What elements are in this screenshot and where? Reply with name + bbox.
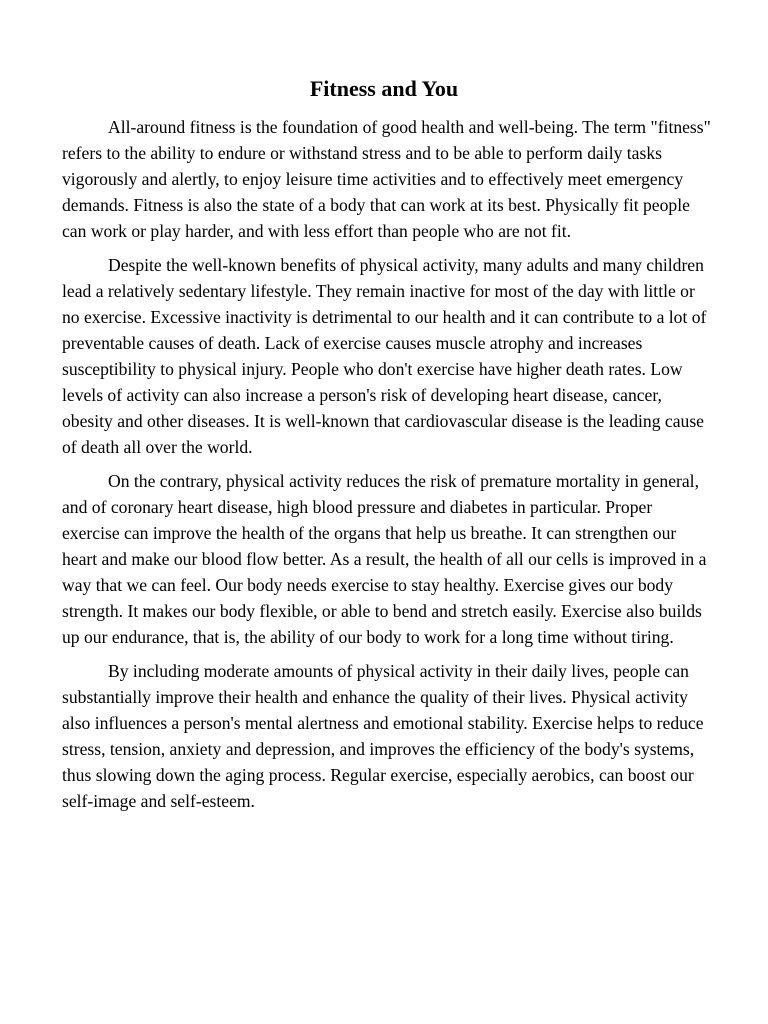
paragraph-2: Despite the well-known benefits of physical activity, many adults and many children lead a relatively sedentary lifestyle. They remain inactive for most of the day with little or no exercise. Excessive inactivity is detrimental to our health and it can contribute to a lot of preventable causes of death. Lack of exercise causes muscle atrophy and increases susceptibility to physical injury. People who don't exercise have higher death rates. Low levels of activity can also increase a person's risk of developing heart disease, cancer, obesity and other diseases. It is well-known that cardiovascular disease is the leading cause of death all over the world. [62,255,707,457]
paragraph-3: On the contrary, physical activity reduces the risk of premature mortality in general, and of coronary heart disease, high blood pressure and diabetes in particular. Proper exercise can improve the health of the organs that help us breathe. It can strengthen our heart and make our blood flow better. As a result, the health of all our cells is improved in a way that we can feel. Our body needs exercise to stay healthy. Exercise gives our body strength. It makes our body flexible, or able to bend and stretch easily. Exercise also builds up our endurance, that is, the ability of our body to work for a long time without tiring. [62,471,707,647]
paragraph-4: By including moderate amounts of physical activity in their daily lives, people can substantially improve their health and enhance the quality of their lives. Physical activity also influences a person's mental alertness and emotional stability. Exercise helps to reduce stress, tension, anxiety and depression, and improves the efficiency of the body's systems, thus slowing down the aging process. Regular exercise, especially aerobics, can boost our self-image and self-esteem. [62,661,704,811]
document-body [62,114,712,822]
document-title: Fitness and You [309,76,459,101]
paragraph-1: All-around fitness is the foundation of good health and well-being. The term "fitness" refers to the ability to endure or withstand stress and to be able to perform daily tasks vigorously and alertly, to enjoy leisure time activities and to effectively meet emergency demands. Fitness is also the state of a body that can work at its best. Physically fit people can work or play harder, and with less effort than people who are not fit. [62,117,711,241]
